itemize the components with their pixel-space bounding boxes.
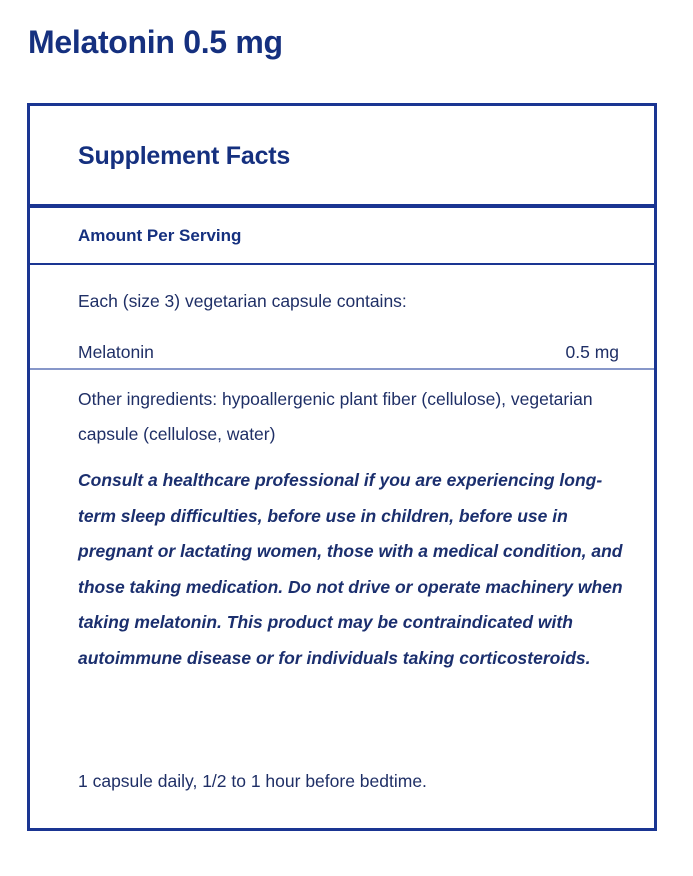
supplement-facts-panel: [27, 103, 657, 831]
ingredient-row: [78, 342, 619, 363]
divider: [30, 263, 654, 265]
directions-text: 1 capsule daily, 1/2 to 1 hour before bedtime.: [78, 771, 427, 791]
page-title: Melatonin 0.5 mg: [28, 24, 283, 60]
ingredient-name: Melatonin: [78, 342, 154, 362]
other-ingredients: Other ingredients: hypoallergenic plant fiber (cellulose), vegetarian capsule (cellulose, water): [78, 389, 593, 444]
amount-per-serving-label: Amount Per Serving: [78, 226, 242, 245]
supplement-facts-heading: Supplement Facts: [78, 142, 291, 170]
warning-text: Consult a healthcare professional if you are experiencing long-term sleep difficulties, before use in children, before use in pregnant or lactating women, those with a medical condition, and those taking medication. Do not drive or operate machinery when taking melatonin. This product may be contraindicated with autoimmune disease or for individuals taking corticosteroids.: [78, 470, 623, 668]
ingredient-amount: 0.5 mg: [565, 342, 619, 362]
serving-description: Each (size 3) vegetarian capsule contains:: [78, 291, 407, 311]
light-divider: [30, 368, 654, 370]
thick-divider: [30, 204, 654, 208]
